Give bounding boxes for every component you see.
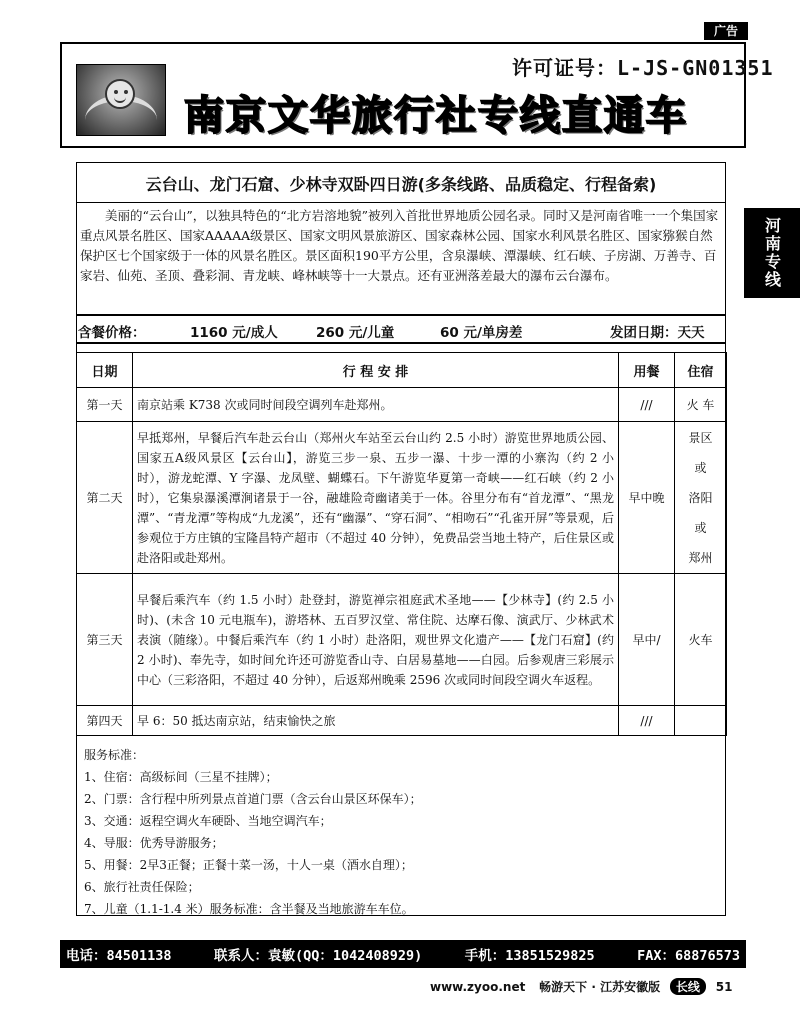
stay-cell — [675, 422, 727, 574]
stay-cell: 火车 — [675, 574, 727, 706]
day-cell: 第三天 — [77, 574, 133, 706]
price-child: 260 元/儿童 — [316, 325, 395, 341]
stay-option: 或 — [694, 520, 707, 535]
footer-slogan: 畅游天下 · 江苏安徽版 — [539, 980, 661, 994]
page-footer — [430, 978, 732, 995]
schedule-cell: 南京站乘 K738 次或同时间段空调列车赴郑州。 — [133, 388, 619, 422]
meals-cell: 早中/ — [619, 574, 675, 706]
column-header-meals: 用餐 — [619, 353, 675, 388]
day-cell: 第二天 — [77, 422, 133, 574]
table-row — [77, 706, 727, 736]
itinerary-table — [76, 352, 727, 736]
table-row — [77, 388, 727, 422]
website-link[interactable]: www.zyoo.net — [430, 980, 526, 994]
mobile-number: 手机：13851529825 — [464, 948, 595, 964]
price-adult: 1160 元/成人 — [190, 325, 278, 341]
agency-title: 南京文华旅行社专线直通车 — [184, 93, 688, 139]
services-title: 服务标准： — [84, 748, 145, 762]
stay-option: 景区 — [688, 430, 713, 445]
price-bar — [76, 314, 726, 344]
meals-cell: 早中晚 — [619, 422, 675, 574]
table-header-row — [77, 353, 727, 388]
fax-number: FAX：68876573 — [637, 948, 740, 964]
list-item: 1、住宿：高级标间（三星不挂牌）； — [84, 770, 278, 784]
phone-number: 电话：84501138 — [66, 948, 172, 964]
price-label: 含餐价格： — [78, 325, 146, 341]
column-header-schedule: 行 程 安 排 — [133, 353, 619, 388]
divider — [76, 202, 726, 203]
stay-option: 洛阳 — [688, 490, 713, 505]
list-item: 4、导服：优秀导游服务； — [84, 836, 224, 850]
price-single-room: 60 元/单房差 — [440, 325, 523, 341]
stay-option: 郑州 — [688, 550, 713, 565]
contact-person: 联系人：袁敏(QQ：1042408929) — [213, 948, 423, 964]
column-header-stay: 住宿 — [675, 353, 727, 388]
ad-tag: 广告 — [704, 22, 748, 40]
section-badge: 长线 — [670, 978, 706, 995]
service-standards — [84, 744, 714, 920]
stay-cell: 火 车 — [675, 388, 727, 422]
meals-cell: /// — [619, 706, 675, 736]
column-header-date: 日期 — [77, 353, 133, 388]
contact-bar — [60, 940, 746, 968]
route-intro: 美丽的“云台山”，以独具特色的“北方岩溶地貌”被列入首批世界地质公园名录。同时又是河南省唯一一个集国家重点风景名胜区、国家AAAAA级景区、国家文明风景旅游区、国家森林公园、国家水利风景名胜区、国家猕猴自然保护区七个国家级于一体的风景名胜区。景区面积190平方公里，含泉瀑峡、潭瀑峡、红石峡、子房湖、万善寺、百家岩、仙苑、圣顶、叠彩洞、青龙峡、峰林峡等十一大景点。还有亚洲落差最大的瀑布云台瀑布。 — [80, 208, 719, 283]
list-item: 5、用餐：2早3正餐；正餐十菜一汤，十人一桌（酒水自理）； — [84, 858, 413, 872]
departure-date: 发团日期：天天 — [610, 325, 705, 341]
meals-cell: /// — [619, 388, 675, 422]
route-title: 云台山、龙门石窟、少林寺双卧四日游(多条线路、品质稳定、行程备索) — [145, 175, 657, 194]
schedule-cell: 早餐后乘汽车（约 1.5 小时）赴登封，游览禅宗祖庭武术圣地——【少林寺】(约 2.5 小时)、(未含 10 元电瓶车)，游塔林、五百罗汉堂、常住院、达摩石像、演武厅、少林武术表演（随缘）。中餐后乘汽车（约 1 小时）赴洛阳，观世界文化遗产——【龙门石窟】(约 2 小时)、奉先寺，如时间允许还可游览香山寺、白居易墓地——白园。后参观唐三彩展示中心（三彩洛阳，不超过 40 分钟），后返郑州晚乘 2596 次或同时间段空调火车返程。 — [133, 574, 619, 706]
day-cell: 第四天 — [77, 706, 133, 736]
stay-cell — [675, 706, 727, 736]
region-side-tab: 河南专线 — [744, 208, 800, 298]
list-item: 3、交通：返程空调火车硬卧、当地空调汽车； — [84, 814, 332, 828]
list-item: 7、儿童（1.1-1.4 米）服务标准：含半餐及当地旅游车车位。 — [84, 902, 414, 916]
table-row — [77, 574, 727, 706]
list-item: 2、门票：含行程中所列景点首道门票（含云台山景区环保车）； — [84, 792, 422, 806]
sun-logo-icon — [76, 64, 166, 136]
day-cell: 第一天 — [77, 388, 133, 422]
page-number: 51 — [715, 980, 733, 994]
table-row — [77, 422, 727, 574]
stay-option: 或 — [694, 460, 707, 475]
schedule-cell: 早 6：50 抵达南京站，结束愉快之旅 — [133, 706, 619, 736]
list-item: 6、旅行社责任保险； — [84, 880, 200, 894]
schedule-cell: 早抵郑州，早餐后汽车赴云台山（郑州火车站至云台山约 2.5 小时）游览世界地质公园、国家五A级风景区【云台山】，游览三步一泉、五步一瀑、十步一潭的小寨沟（约 2 小时），游龙蛇潭、Y 字瀑、龙凤壁、蝴蝶石。下午游览华夏第一奇峡——红石峡（约 2 小时），它集泉瀑溪潭涧诸景于一谷，融雄险奇幽诸美于一体。谷里分布有“首龙潭”、“黑龙潭”、“青龙潭”等构成“九龙溪”，还有“幽瀑”、“穿石洞”、“相吻石”“孔雀开屏”等景观，后参观位于方庄镇的宝隆昌特产超市（不超过 40 分钟），免费品尝当地土特产，后住景区或赴洛阳或赴郑州。 — [133, 422, 619, 574]
license-number: 许可证号：L-JS-GN01351 — [512, 56, 774, 80]
